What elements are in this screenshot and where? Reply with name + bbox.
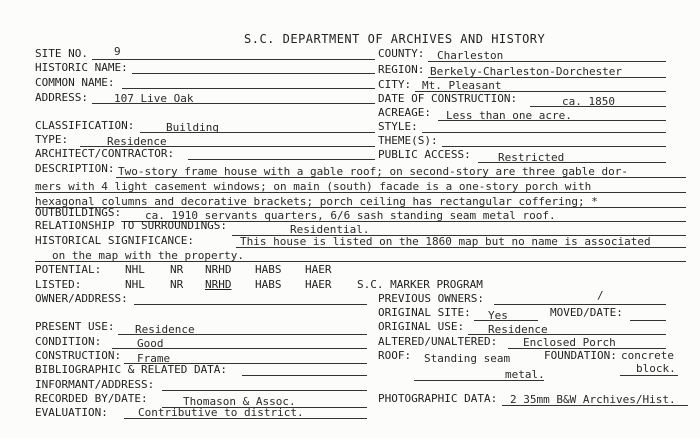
marker-program: S.C. MARKER PROGRAM (357, 278, 483, 291)
potential-haer[interactable]: HAER (305, 263, 332, 276)
potential-habs[interactable]: HABS (255, 263, 282, 276)
classification-label: CLASSIFICATION: (35, 119, 135, 132)
listed-nhl[interactable]: NHL (125, 278, 145, 291)
present-use-line (118, 334, 367, 335)
potential-nhl[interactable]: NHL (125, 263, 145, 276)
common-name-line (122, 88, 375, 89)
recorded-value: Thomason & Assoc. (183, 395, 296, 408)
listed-haer[interactable]: HAER (305, 278, 332, 291)
original-site-line (474, 320, 538, 321)
moved-label: MOVED/DATE: (550, 306, 623, 319)
informant-label: INFORMANT/ADDRESS: (35, 378, 155, 391)
previous-owners-line (494, 304, 666, 305)
previous-owners-label: PREVIOUS OWNERS: (378, 292, 484, 305)
type-label: TYPE: (35, 133, 69, 146)
address-line (92, 103, 375, 104)
foundation-label: FOUNDATION: (544, 349, 617, 362)
type-value: Residence (107, 135, 167, 148)
owner-line (134, 304, 367, 305)
style-label: STYLE: (378, 120, 418, 133)
moved-line (630, 320, 666, 321)
significance-rule-2 (35, 261, 686, 262)
roof-value-2: metal. (505, 368, 545, 381)
acreage-label: ACREAGE: (378, 106, 431, 119)
historic-name-line (132, 73, 375, 74)
construction-value: Frame (137, 352, 171, 365)
card-header: S.C. DEPARTMENT OF ARCHIVES AND HISTORY (244, 32, 546, 46)
listed-label: LISTED: (35, 278, 82, 291)
present-use-value: Residence (135, 323, 195, 336)
county-line (428, 61, 666, 62)
significance-line-1: This house is listed on the 1860 map but no name is associated (240, 235, 651, 248)
acreage-line (438, 120, 666, 121)
original-site-label: ORIGINAL SITE: (378, 306, 471, 319)
original-use-label: ORIGINAL USE: (378, 320, 465, 333)
site-no-value: 9 (114, 45, 121, 58)
region-label: REGION: (378, 63, 425, 76)
recorded-label: RECORDED BY/DATE: (35, 392, 148, 405)
description-line-3: hexagonal columns and decorative brackets; porch ceiling has rectangular coffering; * (35, 195, 598, 208)
original-use-line (468, 334, 666, 335)
foundation-value: concrete (621, 349, 674, 362)
architect-line (188, 159, 375, 160)
evaluation-line (124, 418, 367, 419)
listed-nrhd[interactable]: NRHD (205, 278, 232, 291)
theme-line (442, 146, 666, 147)
significance-label: HISTORICAL SIGNIFICANCE: (35, 234, 194, 247)
potential-label: POTENTIAL: (35, 263, 102, 276)
acreage-value: Less than one acre. (446, 109, 572, 122)
condition-value: Good (137, 337, 164, 350)
access-label: PUBLIC ACCESS: (378, 148, 471, 161)
architect-label: ARCHITECT/CONTRACTOR: (35, 147, 175, 160)
condition-line (112, 348, 367, 349)
original-use-value: Residence (488, 323, 548, 336)
potential-nrhd[interactable]: NRHD (205, 263, 232, 276)
construction-label: CONSTRUCTION: (35, 349, 122, 362)
classification-value: Building (166, 121, 219, 134)
significance-line-2: on the map with the property. (52, 249, 245, 262)
significance-rule-1 (236, 247, 686, 248)
access-line (478, 162, 666, 163)
roof-value: Standing seam (424, 352, 511, 365)
outbuildings-value: ca. 1910 servants quarters, 6/6 sash standing seam metal roof. (145, 209, 556, 222)
owner-label: OWNER/ADDRESS: (35, 292, 128, 305)
address-value: 107 Live Oak (114, 92, 194, 105)
photo-value: 2 35mm B&W Archives/Hist. (510, 393, 676, 406)
photo-line (502, 405, 688, 406)
informant-line (162, 390, 367, 391)
site-no-label: SITE NO. (35, 47, 88, 60)
photo-label: PHOTOGRAPHIC DATA: (378, 392, 498, 405)
description-rule-1 (116, 177, 686, 178)
listed-nr[interactable]: NR (170, 278, 184, 291)
biblio-label: BIBLIOGRAPHIC & RELATED DATA: (35, 363, 228, 376)
foundation-value-2: block. (636, 362, 676, 375)
theme-label: THEME(S): (378, 134, 438, 147)
potential-nr[interactable]: NR (170, 263, 184, 276)
condition-label: CONDITION: (35, 335, 102, 348)
county-label: COUNTY: (378, 47, 425, 60)
common-name-label: COMMON NAME: (35, 76, 115, 89)
city-label: CITY: (378, 78, 412, 91)
present-use-label: PRESENT USE: (35, 320, 115, 333)
city-value: Mt. Pleasant (422, 79, 502, 92)
biblio-line (242, 375, 367, 376)
roof-line (414, 380, 544, 381)
style-line (422, 132, 666, 133)
region-value: Berkely-Charleston-Dorchester (430, 65, 623, 78)
description-rule-3 (35, 207, 686, 208)
address-label: ADDRESS: (35, 91, 88, 104)
description-label: DESCRIPTION: (35, 162, 115, 175)
altered-label: ALTERED/UNALTERED: (378, 335, 498, 348)
county-value: Charleston (437, 49, 504, 62)
foundation-line (620, 375, 678, 376)
original-site-value: Yes (488, 309, 508, 322)
previous-owners-mark: / (597, 289, 604, 302)
date-label: DATE OF CONSTRUCTION: (378, 92, 518, 105)
access-value: Restricted (498, 151, 565, 164)
evaluation-value: Contributive to district. (138, 406, 304, 419)
date-line (530, 106, 666, 107)
region-line (428, 77, 666, 78)
evaluation-label: EVALUATION: (35, 406, 108, 419)
site-no-line (92, 59, 375, 60)
outbuildings-label: OUTBUILDINGS: (35, 206, 122, 219)
listed-habs[interactable]: HABS (255, 278, 282, 291)
classification-line (140, 132, 375, 133)
relationship-value: Residential. (290, 223, 370, 236)
historic-name-label: HISTORIC NAME: (35, 61, 128, 74)
date-value: ca. 1850 (562, 95, 615, 108)
description-line-2: mers with 4 light casement windows; on main (south) facade is a one-story porch with (35, 180, 592, 193)
roof-label: ROOF: (378, 349, 412, 362)
relationship-label: RELATIONSHIP TO SURROUNDINGS: (35, 219, 228, 232)
description-line-1: Two-story frame house with a gable roof; on second-story are three gable dor- (118, 165, 628, 178)
altered-value: Enclosed Porch (523, 336, 616, 349)
description-rule-2 (35, 192, 686, 193)
